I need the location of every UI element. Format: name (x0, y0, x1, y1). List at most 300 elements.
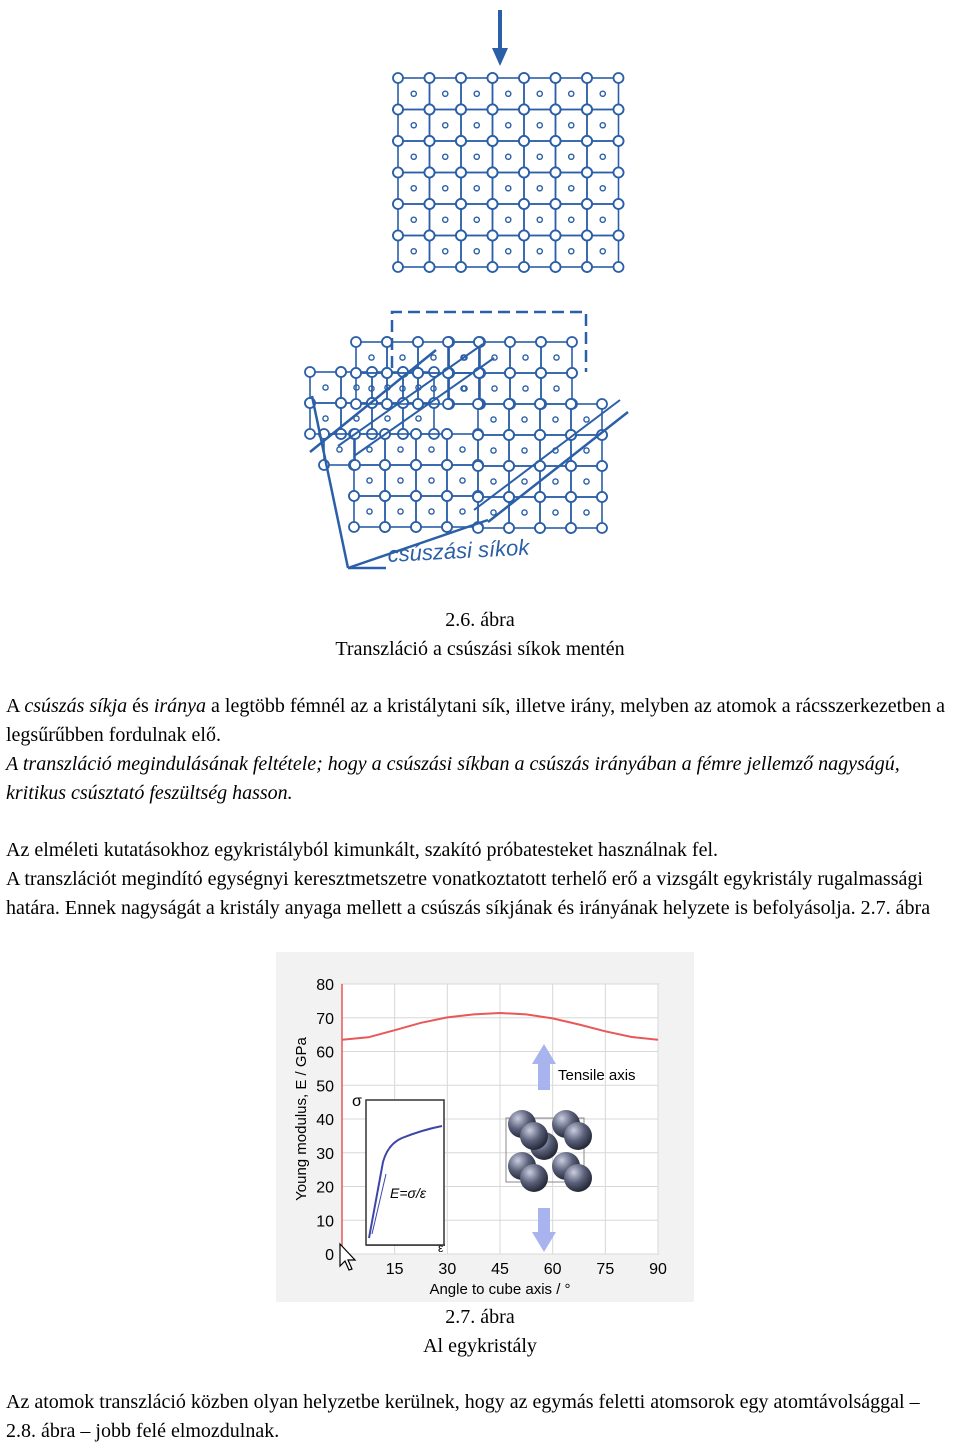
paragraph-translation (6, 1388, 954, 1446)
lattice-corner-atom (504, 399, 514, 409)
lattice-corner-atom (614, 105, 624, 115)
lattice-center-atom (443, 217, 448, 222)
lattice-corner-atom (351, 337, 361, 347)
pointer-line (312, 396, 348, 568)
lattice-corner-atom (442, 522, 452, 532)
atom (520, 1164, 548, 1192)
lattice-corner-atom (504, 523, 514, 533)
lattice-center-atom (600, 186, 605, 191)
paragraph-slip-line1 (6, 692, 954, 750)
lattice-corner-atom (504, 492, 514, 502)
paragraph-slip-condition: A transzláció megindulásának feltétele; hogy a csúszási síkban a csúszás irányában a fémre jellemző nagyságú, kritikus csúsztató feszültség hasson. (6, 753, 900, 804)
atom (564, 1122, 592, 1150)
lattice-corner-atom (393, 105, 403, 115)
lattice-corner-atom (473, 461, 483, 471)
lattice-cell (430, 78, 462, 110)
inset-formula: E=σ/ε (390, 1185, 426, 1201)
lattice-cell (524, 173, 556, 205)
lattice-cell (461, 236, 493, 268)
lattice-center-atom (569, 249, 574, 254)
lattice-center-atom (584, 510, 589, 515)
lattice-center-atom (537, 249, 542, 254)
lattice-corner-atom (488, 199, 498, 209)
term-direction: iránya (153, 695, 207, 717)
lattice-cell (510, 342, 541, 373)
lattice-corner-atom (413, 399, 423, 409)
lattice-cell (556, 141, 588, 173)
lattice-corner-atom (380, 460, 390, 470)
lattice-cell (540, 497, 571, 528)
lattice-corner-atom (519, 136, 529, 146)
atom (520, 1122, 548, 1150)
lattice-center-atom (600, 154, 605, 159)
lattice-center-atom (411, 186, 416, 191)
lattice-cell (524, 110, 556, 142)
lattice-corner-atom (488, 168, 498, 178)
x-tick-label: 30 (438, 1261, 457, 1278)
lattice-center-atom (522, 448, 527, 453)
lattice-cell (448, 373, 479, 404)
lattice-center-atom (474, 186, 479, 191)
inset-sigma-label: σ (352, 1093, 362, 1110)
lattice-corner-atom (456, 168, 466, 178)
lattice-corner-atom (393, 168, 403, 178)
lattice-corner-atom (519, 262, 529, 272)
lattice-cell (430, 204, 462, 236)
lattice-center-atom (492, 386, 497, 391)
inset-epsilon-label: ε (438, 1241, 444, 1255)
lattice-corner-atom (442, 460, 452, 470)
lattice-corner-atom (582, 73, 592, 83)
lattice-center-atom (506, 186, 511, 191)
lattice-corner-atom (380, 522, 390, 532)
lattice-corner-atom (551, 105, 561, 115)
figure1-caption-number: 2.6. ábra (445, 609, 515, 631)
lattice-center-atom (553, 479, 558, 484)
lattice-center-atom (367, 509, 372, 514)
x-tick-label: 15 (385, 1261, 404, 1278)
lattice-corner-atom (443, 337, 453, 347)
text-run: A (6, 695, 25, 717)
lattice-center-atom (367, 478, 372, 483)
lattice-corner-atom (456, 231, 466, 241)
x-tick-label: 60 (543, 1261, 562, 1278)
lattice-center-atom (443, 249, 448, 254)
paragraph-research-line1: Az elméleti kutatásokhoz egykristályból kimunkált, szakító próbatesteket használnak fel. (6, 839, 719, 861)
lattice-corner-atom (614, 73, 624, 83)
y-tick-label: 40 (316, 1112, 334, 1129)
lattice-center-atom (323, 385, 328, 390)
lattice-corner-atom (582, 105, 592, 115)
lattice-center-atom (431, 355, 436, 360)
lattice-center-atom (474, 154, 479, 159)
lattice-corner-atom (488, 105, 498, 115)
lattice-corner-atom (350, 460, 360, 470)
lattice-cell (556, 204, 588, 236)
lattice-center-atom (523, 386, 528, 391)
lattice-cell (493, 204, 525, 236)
lattice-corner-atom (425, 136, 435, 146)
lattice-corner-atom (535, 430, 545, 440)
lattice-cell (416, 496, 447, 527)
lattice-center-atom (460, 447, 465, 452)
lattice-cell (461, 204, 493, 236)
lattice-cell (493, 110, 525, 142)
lattice-center-atom (443, 91, 448, 96)
lattice-cell (354, 465, 385, 496)
lattice-corner-atom (393, 262, 403, 272)
lattice-corner-atom (425, 105, 435, 115)
lattice-center-atom (584, 417, 589, 422)
lattice-center-atom (600, 91, 605, 96)
lattice-cell (571, 497, 602, 528)
lattice-center-atom (569, 186, 574, 191)
lattice-center-atom (537, 123, 542, 128)
y-tick-label: 0 (325, 1247, 334, 1264)
lattice-center-atom (474, 217, 479, 222)
lattice-cell (461, 78, 493, 110)
lattice-corner-atom (393, 136, 403, 146)
lattice-corner-atom (551, 136, 561, 146)
lattice-corner-atom (505, 368, 515, 378)
y-tick-label: 60 (316, 1044, 334, 1062)
lattice-cell (587, 110, 619, 142)
lattice-cell (385, 465, 416, 496)
lattice-center-atom (569, 123, 574, 128)
lattice-cell (556, 236, 588, 268)
young-modulus-chart (276, 952, 694, 1302)
lattice-center-atom (416, 416, 421, 421)
lattice-corner-atom (614, 231, 624, 241)
lattice-corner-atom (582, 231, 592, 241)
lattice-cell (478, 466, 509, 497)
lattice-center-atom (411, 217, 416, 222)
lattice-cell (385, 496, 416, 527)
y-tick-label: 70 (316, 1010, 334, 1028)
lattice-corner-atom (582, 199, 592, 209)
slip-plane-line (338, 344, 483, 446)
lattice-corner-atom (488, 262, 498, 272)
x-tick-label: 45 (491, 1261, 509, 1278)
lattice-center-atom (385, 416, 390, 421)
lattice-center-atom (460, 509, 465, 514)
lattice-center-atom (600, 217, 605, 222)
lattice-corner-atom (442, 429, 452, 439)
lattice-center-atom (443, 123, 448, 128)
lattice-corner-atom (336, 398, 346, 408)
lattice-corner-atom (425, 231, 435, 241)
paragraph-slip (6, 692, 954, 808)
lattice-corner-atom (351, 399, 361, 409)
lattice-center-atom (584, 479, 589, 484)
tensile-axis-label: Tensile axis (558, 1067, 636, 1084)
paragraph-translation-text: Az atomok transzláció közben olyan helyzetbe kerülnek, hogy az egymás feletti atomsorok egy atomtávolsággal – 2.8. ábra – jobb felé elmozdulnak. (6, 1391, 920, 1442)
lattice-corner-atom (488, 73, 498, 83)
lattice-center-atom (537, 91, 542, 96)
lattice-corner-atom (382, 399, 392, 409)
lattice-cell (510, 373, 541, 404)
lattice-center-atom (600, 123, 605, 128)
y-tick-label: 30 (316, 1145, 334, 1163)
lattice-center-atom (506, 123, 511, 128)
lattice-corner-atom (351, 368, 361, 378)
term-slip-plane: csúszás síkja (24, 695, 128, 717)
lattice-center-atom (491, 479, 496, 484)
lattice-corner-atom (566, 492, 576, 502)
lattice-center-atom (537, 154, 542, 159)
lattice-corner-atom (411, 491, 421, 501)
lattice-corner-atom (349, 491, 359, 501)
lattice-corner-atom (456, 199, 466, 209)
lattice-corner-atom (473, 492, 483, 502)
y-tick-label: 20 (316, 1179, 334, 1197)
lattice-corner-atom (597, 523, 607, 533)
lattice-center-atom (522, 479, 527, 484)
lattice-cell (398, 141, 430, 173)
lattice-center-atom (443, 154, 448, 159)
lattice-corner-atom (567, 337, 577, 347)
lattice-cell (430, 141, 462, 173)
lattice-cell (478, 435, 509, 466)
lattice-corner-atom (536, 337, 546, 347)
lattice-figure (298, 0, 632, 600)
lattice-cell (540, 466, 571, 497)
figure2-caption-number: 2.7. ábra (445, 1306, 515, 1328)
lattice-cell (571, 404, 602, 435)
lattice-cell (398, 110, 430, 142)
chart-svg (276, 952, 694, 1302)
lattice-corner-atom (456, 136, 466, 146)
lattice-corner-atom (425, 168, 435, 178)
lattice-corner-atom (551, 73, 561, 83)
lattice-corner-atom (413, 368, 423, 378)
lattice-cell (430, 110, 462, 142)
lattice-corner-atom (505, 337, 515, 347)
x-axis-label: Angle to cube axis / ° (429, 1281, 571, 1298)
lattice-cell (447, 496, 478, 527)
lattice-corner-atom (582, 136, 592, 146)
inset-frame (366, 1100, 444, 1245)
lattice-center-atom (491, 510, 496, 515)
lattice-corner-atom (519, 105, 529, 115)
lattice-corner-atom (456, 105, 466, 115)
y-axis-label: Young modulus, E / GPa (293, 1037, 310, 1201)
lattice-center-atom (554, 386, 559, 391)
lattice-center-atom (429, 509, 434, 514)
lattice-corner-atom (336, 367, 346, 377)
lattice-corner-atom (582, 168, 592, 178)
lattice-cell (571, 466, 602, 497)
lattice-cell (524, 141, 556, 173)
lattice-cell (479, 342, 510, 373)
lattice-cell (587, 141, 619, 173)
lattice-center-atom (474, 91, 479, 96)
lattice-cell (478, 497, 509, 528)
atom (564, 1164, 592, 1192)
lattice-corner-atom (393, 73, 403, 83)
lattice-cell (461, 173, 493, 205)
lattice-cell (556, 110, 588, 142)
lattice-cell (556, 78, 588, 110)
lattice-corner-atom (443, 399, 453, 409)
lattice-center-atom (398, 509, 403, 514)
lattice-cell (461, 141, 493, 173)
stress-strain-inset (352, 1093, 445, 1255)
lattice-corner-atom (519, 73, 529, 83)
lattice-corner-atom (456, 262, 466, 272)
lattice-cell (493, 173, 525, 205)
lattice-cell (493, 78, 525, 110)
lattice-corner-atom (597, 461, 607, 471)
lattice-cell (479, 373, 510, 404)
lattice-corner-atom (411, 522, 421, 532)
lattice-corner-atom (614, 199, 624, 209)
lattice-cell (571, 435, 602, 466)
lattice-corner-atom (614, 136, 624, 146)
lattice-corner-atom (567, 368, 577, 378)
lattice-cell (398, 236, 430, 268)
lattice-cell (310, 372, 341, 403)
lattice-center-atom (522, 510, 527, 515)
lattice-center-atom (398, 447, 403, 452)
lattice-center-atom (411, 91, 416, 96)
lattice-cell (509, 404, 540, 435)
lattice-center-atom (569, 217, 574, 222)
lattice-corner-atom (566, 523, 576, 533)
lattice-center-atom (600, 249, 605, 254)
lattice-corner-atom (367, 367, 377, 377)
lattice-cell (398, 78, 430, 110)
lattice-corner-atom (456, 73, 466, 83)
lattice-center-atom (569, 154, 574, 159)
lattice-corner-atom (473, 399, 483, 409)
x-tick-label: 75 (596, 1261, 615, 1278)
lattice-cell (398, 204, 430, 236)
lattice-center-atom (429, 447, 434, 452)
lattice-center-atom (337, 447, 342, 452)
lattice-corner-atom (442, 491, 452, 501)
lattice-cell (587, 78, 619, 110)
lattice-corner-atom (597, 492, 607, 502)
lattice-cell (556, 173, 588, 205)
lattice-cell (540, 404, 571, 435)
lattice-corner-atom (413, 337, 423, 347)
lattice-center-atom (491, 417, 496, 422)
lattice-cell (509, 435, 540, 466)
slip-planes-label: csúszási síkok (386, 534, 530, 567)
lattice-cell (398, 173, 430, 205)
lattice-corner-atom (535, 492, 545, 502)
lattice-center-atom (522, 417, 527, 422)
lattice-corner-atom (488, 136, 498, 146)
lattice-corner-atom (614, 168, 624, 178)
text-run: és (127, 695, 154, 717)
lattice-corner-atom (504, 461, 514, 471)
lattice-corner-atom (566, 399, 576, 409)
lattice-cell (587, 236, 619, 268)
lattice-center-atom (506, 217, 511, 222)
lattice-corner-atom (519, 168, 529, 178)
text-run: a legtöbb fémnél az a kristálytani sík, illetve irány, melyben az atomok a rácsszerkezetben a legsűrűbben fordulnak elő. (6, 695, 945, 746)
lattice-cell (416, 465, 447, 496)
lattice-center-atom (367, 447, 372, 452)
lattice-center-atom (411, 154, 416, 159)
lattice-center-atom (443, 186, 448, 191)
lattice-cell (447, 465, 478, 496)
lattice-center-atom (491, 448, 496, 453)
lattice-corner-atom (551, 262, 561, 272)
lattice-corner-atom (411, 460, 421, 470)
lattice-center-atom (506, 249, 511, 254)
lattice-corner-atom (597, 399, 607, 409)
lattice-corner-atom (393, 231, 403, 241)
lattice-corner-atom (393, 199, 403, 209)
lattice-center-atom (523, 355, 528, 360)
figure1-caption-title: Transzláció a csúszási síkok mentén (335, 638, 625, 660)
lattice-drawing (298, 0, 632, 600)
y-tick-label: 10 (316, 1213, 334, 1231)
lattice-center-atom (553, 510, 558, 515)
lattice-corner-atom (536, 368, 546, 378)
lattice-corner-atom (305, 429, 315, 439)
lattice-corner-atom (519, 231, 529, 241)
lattice-center-atom (398, 478, 403, 483)
lattice-corner-atom (551, 168, 561, 178)
lattice-center-atom (400, 355, 405, 360)
lattice-corner-atom (566, 461, 576, 471)
lattice-corner-atom (382, 368, 392, 378)
lattice-corner-atom (614, 262, 624, 272)
lattice-center-atom (537, 217, 542, 222)
lattice-cell (447, 434, 478, 465)
lattice-center-atom (411, 249, 416, 254)
lattice-corner-atom (582, 262, 592, 272)
lattice-center-atom (569, 91, 574, 96)
lattice-corner-atom (305, 367, 315, 377)
lattice-corner-atom (535, 399, 545, 409)
lattice-cell (354, 496, 385, 527)
paragraph-research-line2: A transzlációt megindító egységnyi keresztmetszetre vonatkoztatott terhelő erő a vizsgált egykristály rugalmassági határa. Ennek nagyságát a kristály anyaga mellett a csúszás síkjának és irányának helyzete is befolyásolja. 2.7. ábra (6, 868, 931, 919)
lattice-corner-atom (382, 337, 392, 347)
lattice-center-atom (474, 123, 479, 128)
lattice-center-atom (323, 416, 328, 421)
lattice-corner-atom (349, 522, 359, 532)
lattice-center-atom (429, 478, 434, 483)
lattice-corner-atom (473, 430, 483, 440)
lattice-cell (524, 204, 556, 236)
x-tick-label: 90 (649, 1261, 667, 1278)
lattice-corner-atom (551, 231, 561, 241)
lattice-cell (461, 110, 493, 142)
lattice-cell (524, 236, 556, 268)
lattice-cell (587, 173, 619, 205)
lattice-center-atom (506, 154, 511, 159)
lattice-center-atom (369, 355, 374, 360)
lattice-center-atom (506, 91, 511, 96)
lattice-cell (541, 373, 572, 404)
lattice-corner-atom (411, 429, 421, 439)
lattice-cell (493, 236, 525, 268)
lattice-cell (430, 236, 462, 268)
paragraph-research (6, 836, 954, 923)
lattice-corner-atom (488, 231, 498, 241)
lattice-corner-atom (519, 199, 529, 209)
lattice-center-atom (553, 417, 558, 422)
lattice-center-atom (554, 355, 559, 360)
lattice-corner-atom (380, 491, 390, 501)
lattice-corner-atom (425, 73, 435, 83)
lattice-center-atom (537, 186, 542, 191)
